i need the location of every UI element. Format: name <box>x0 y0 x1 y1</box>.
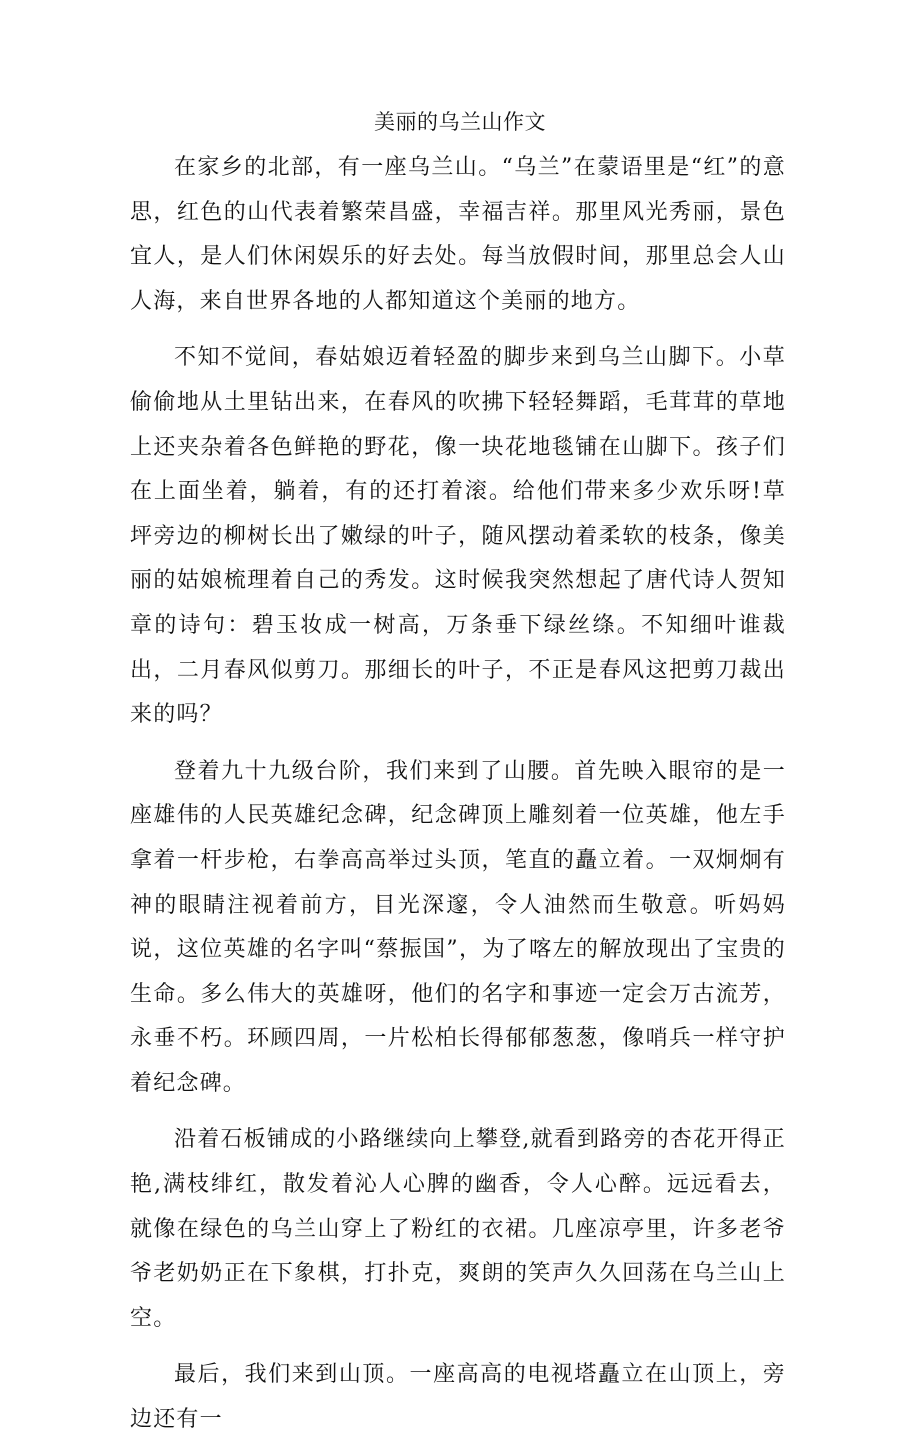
paragraph-summit: 最后，我们来到山顶。一座高高的电视塔矗立在山顶上，旁边还有一 <box>130 1362 786 1433</box>
paragraph-spring: 不知不觉间，春姑娘迈着轻盈的脚步来到乌兰山脚下。小草偷偷地从土里钻出来，在春风的吹拂下轻轻舞蹈，毛茸茸的草地上还夹杂着各色鲜艳的野花，像一块花地毯铺在山脚下。孩子们在上面坐着，躺着，有的还打着滚。给他们带来多少欢乐呀!草坪旁边的柳树长出了嫩绿的叶子，随风摆动着柔软的枝条，像美丽的姑娘梳理着自己的秀发。这时候我突然想起了唐代诗人贺知章的诗句：碧玉妆成一树高，万条垂下绿丝绦。不知细叶谁裁出，二月春风似剪刀。那细长的叶子，不正是春风这把剪刀裁出来的吗？ <box>130 345 786 728</box>
document-title: 美丽的乌兰山作文 <box>374 110 546 134</box>
paragraph-monument: 登着九十九级台阶，我们来到了山腰。首先映入眼帘的是一座雄伟的人民英雄纪念碑，纪念碑顶上雕刻着一位英雄，他左手拿着一杆步枪，右拳高高举过头顶，笔直的矗立着。一双炯炯有神的眼睛注视着前方，目光深邃，令人油然而生敬意。听妈妈说，这位英雄的名字叫“蔡振国”，为了喀左的解放现出了宝贵的生命。多么伟大的英雄呀，他们的名字和事迹一定会万古流芳，永垂不朽。环顾四周，一片松柏长得郁郁葱葱，像哨兵一样守护着纪念碑。 <box>130 758 786 1096</box>
paragraph-apricot-path: 沿着石板铺成的小路继续向上攀登,就看到路旁的杏花开得正艳,满枝绯红，散发着沁人心脾的幽香，令人心醉。远远看去，就像在绿色的乌兰山穿上了粉红的衣裙。几座凉亭里，许多老爷爷老奶奶正在下象棋，打扑克，爽朗的笑声久久回荡在乌兰山上空。 <box>130 1127 786 1331</box>
document-body <box>130 146 786 1455</box>
paragraph-intro: 在家乡的北部，有一座乌兰山。“乌兰”在蒙语里是“红”的意思，红色的山代表着繁荣昌盛，幸福吉祥。那里风光秀丽，景色宜人，是人们休闲娱乐的好去处。每当放假时间，那里总会人山人海，来自世界各地的人都知道这个美丽的地方。 <box>130 155 786 314</box>
